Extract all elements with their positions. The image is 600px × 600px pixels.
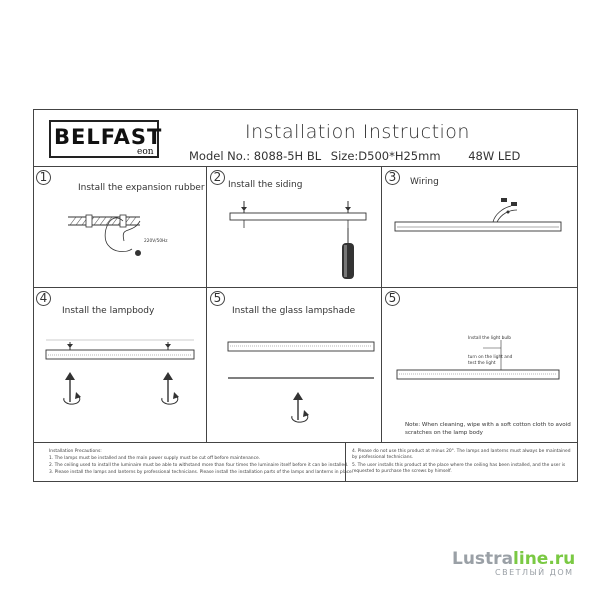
step-1-label: Install the expansion rubber — [78, 183, 205, 193]
footnote-item-5b: requested to purchase the screws by himself. — [352, 469, 452, 474]
watermark-line: line.ru — [513, 549, 576, 569]
step-4-number: 4 — [36, 291, 51, 306]
step-5-illustration — [208, 330, 380, 440]
step-1-voltage: 220V/50Hz — [144, 239, 168, 244]
watermark-logo — [452, 549, 575, 569]
step-3-illustration — [383, 190, 575, 280]
footnote-heading: Installation Precautions: — [49, 449, 102, 454]
footnote-item-4: 4. Please do not use this product at minus 20°. The lamps and lanterns must always be maintained — [352, 449, 571, 454]
watermark-sub: СВЕТЛЫЙ ДОМ — [495, 568, 574, 577]
footnote-item-4b: by professional technicians. — [352, 455, 414, 460]
step-1-illustration — [60, 195, 200, 285]
header-divider — [33, 166, 578, 167]
step-5-label: Install the glass lampshade — [232, 306, 356, 316]
step-4-illustration — [40, 330, 200, 440]
step-1-number: 1 — [36, 170, 51, 185]
footnote-item-5: 5. The user installs this product at the place where the ceiling has been installed, and the user is — [352, 463, 566, 468]
footnote-item-3: 3. Please install the lamps and lanterns by professional technicians. Please install the installation parts of the lamps and lanterns in place. — [49, 470, 354, 475]
step-2-label: Install the siding — [228, 180, 303, 190]
step-3-label: Wiring — [410, 177, 439, 187]
footnote-item-2: 2. The ceiling used to install the luminaire must be able to withstand more than four times the luminaire itself before it can be installed. — [49, 463, 349, 468]
model-line — [189, 149, 526, 163]
row-divider — [33, 287, 578, 288]
footnote-col-divider — [345, 442, 346, 482]
brand-name: BELFAST — [54, 125, 163, 149]
brand-sub: eon — [137, 147, 154, 157]
step-6-callout-turn-on-2: test the light — [468, 361, 496, 366]
step-6-callout-turn-on-1: turn on the light and — [468, 355, 513, 360]
step-2-illustration — [208, 195, 380, 285]
step-6-note-1: Note: When cleaning, wipe with a soft cotton cloth to avoid — [405, 422, 571, 428]
step-5-number: 5 — [210, 291, 225, 306]
model-number: Model No.: 8088-5H BL — [189, 149, 322, 163]
step-6-number: 5 — [385, 291, 400, 306]
page-title: Installation Instruction — [245, 121, 470, 143]
footnote-divider — [33, 442, 578, 443]
step-2-number: 2 — [210, 170, 225, 185]
footnote-item-1: 1. The lamps must be installed and the main power supply must be cut off before maintenance. — [49, 456, 261, 461]
model-size: Size:D500*H25mm — [330, 149, 441, 163]
step-6-callout-bulb: Install the light bulb — [468, 336, 511, 341]
step-6-note-2: scratches on the lamp body — [405, 430, 483, 436]
watermark-lustra: Lustra — [452, 549, 514, 569]
col-divider-1 — [206, 166, 207, 442]
col-divider-2 — [381, 166, 382, 442]
step-4-label: Install the lampbody — [62, 306, 155, 316]
step-3-number: 3 — [385, 170, 400, 185]
model-power: 48W LED — [468, 149, 521, 163]
